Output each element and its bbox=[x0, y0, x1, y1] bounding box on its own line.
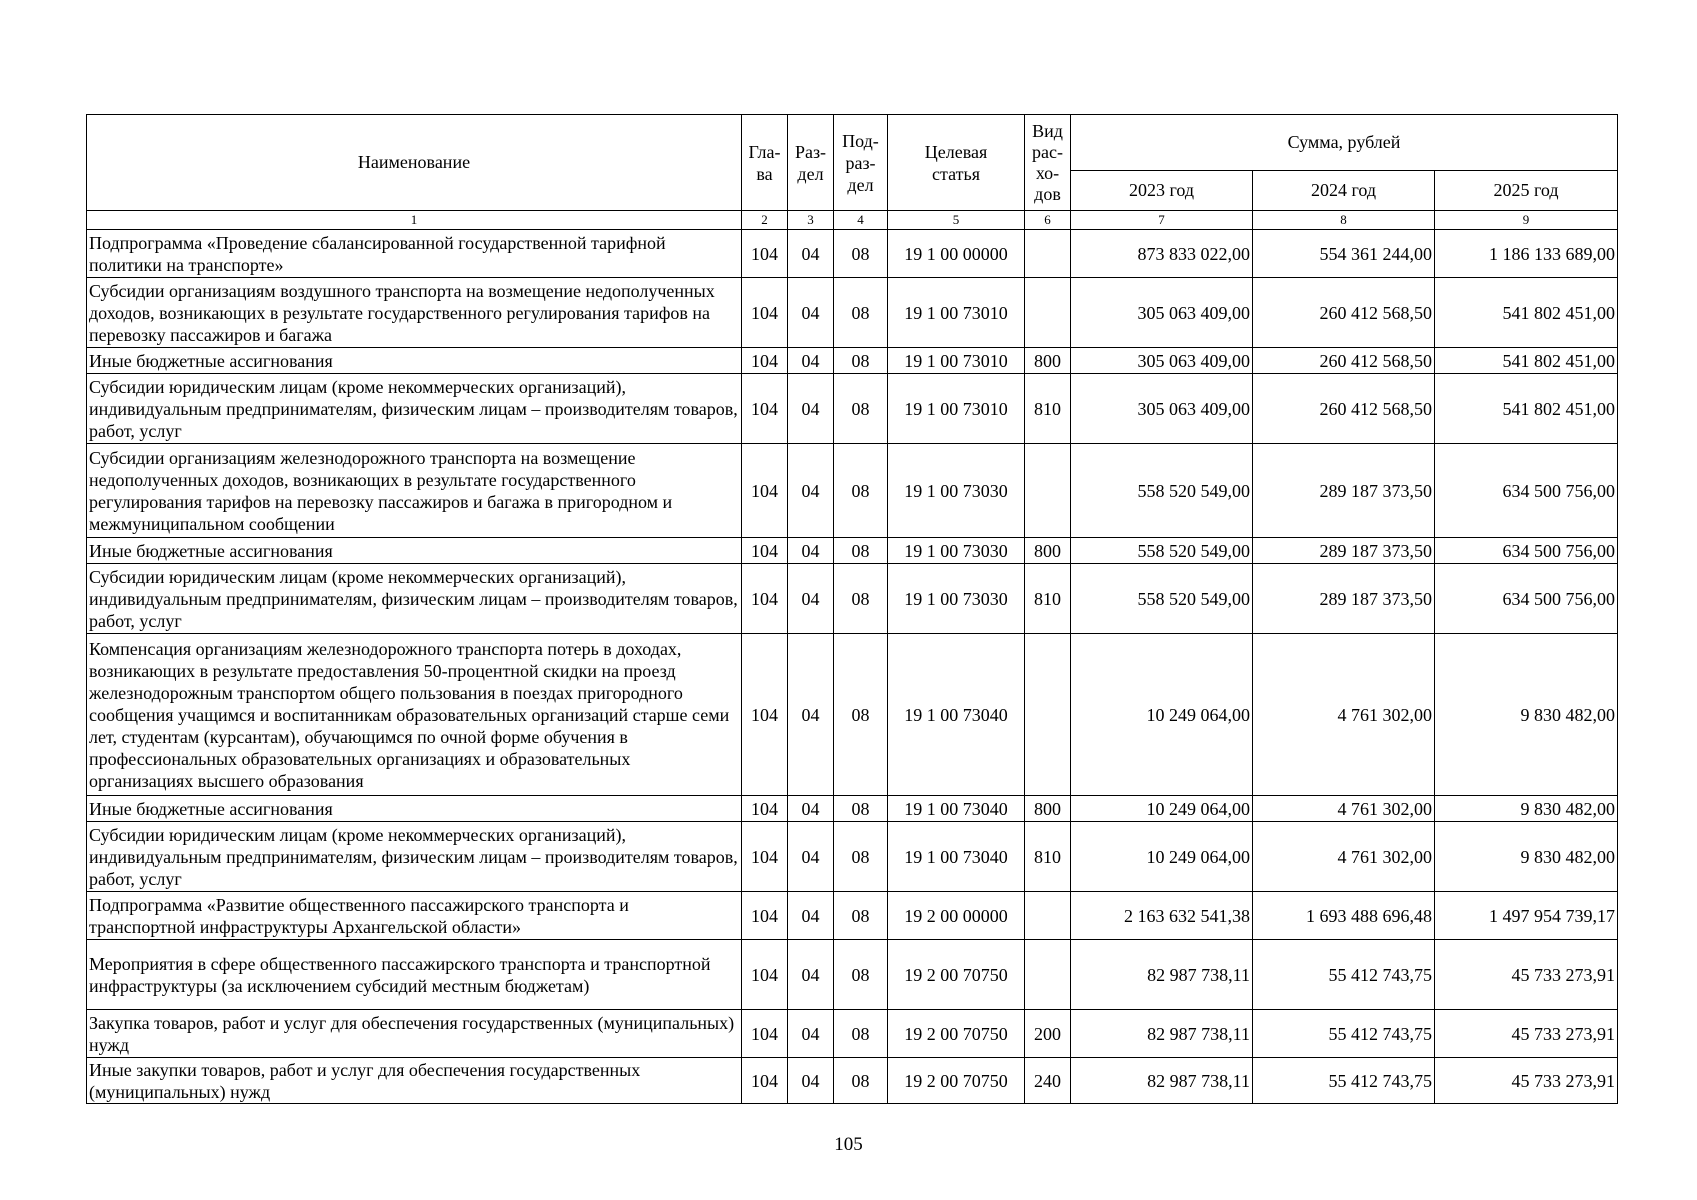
row-2024: 55 412 743,75 bbox=[1253, 1010, 1435, 1058]
row-celevaya: 19 1 00 73030 bbox=[888, 538, 1025, 564]
row-celevaya: 19 1 00 73030 bbox=[888, 444, 1025, 538]
row-razdel: 04 bbox=[788, 796, 834, 822]
row-2024: 55 412 743,75 bbox=[1253, 1058, 1435, 1104]
row-glava: 104 bbox=[742, 634, 788, 796]
row-vid: 240 bbox=[1025, 1058, 1071, 1104]
header-celevaya-statya: Целевая статья bbox=[888, 115, 1025, 211]
header-2025: 2025 год bbox=[1435, 171, 1618, 211]
table-header bbox=[87, 115, 1618, 230]
row-celevaya: 19 1 00 73040 bbox=[888, 822, 1025, 892]
row-glava: 104 bbox=[742, 940, 788, 1010]
row-2023: 2 163 632 541,38 bbox=[1071, 892, 1253, 940]
row-2025: 541 802 451,00 bbox=[1435, 374, 1618, 444]
row-celevaya: 19 1 00 73010 bbox=[888, 374, 1025, 444]
row-glava: 104 bbox=[742, 538, 788, 564]
row-2025: 45 733 273,91 bbox=[1435, 1058, 1618, 1104]
row-podrazdel: 08 bbox=[834, 892, 888, 940]
row-razdel: 04 bbox=[788, 940, 834, 1010]
row-2024: 55 412 743,75 bbox=[1253, 940, 1435, 1010]
header-podrazdel: Под- раз- дел bbox=[834, 115, 888, 211]
column-number: 3 bbox=[788, 211, 834, 230]
row-2025: 634 500 756,00 bbox=[1435, 444, 1618, 538]
row-podrazdel: 08 bbox=[834, 538, 888, 564]
table-row bbox=[87, 230, 1618, 278]
table-row bbox=[87, 444, 1618, 538]
column-number: 8 bbox=[1253, 211, 1435, 230]
row-2025: 1 186 133 689,00 bbox=[1435, 230, 1618, 278]
row-vid: 200 bbox=[1025, 1010, 1071, 1058]
row-podrazdel: 08 bbox=[834, 230, 888, 278]
row-2023: 558 520 549,00 bbox=[1071, 444, 1253, 538]
row-razdel: 04 bbox=[788, 1058, 834, 1104]
row-vid: 800 bbox=[1025, 348, 1071, 374]
row-vid bbox=[1025, 278, 1071, 348]
row-2024: 260 412 568,50 bbox=[1253, 348, 1435, 374]
row-name: Субсидии организациям железнодорожного транспорта на возмещение недополученных доходов, возникающих в результате государственного регулирования тарифов на перевозку пассажиров и багажа в пригородном и межмуниципальном сообщении bbox=[87, 444, 742, 538]
header-2023: 2023 год bbox=[1071, 171, 1253, 211]
row-podrazdel: 08 bbox=[834, 1058, 888, 1104]
row-name: Субсидии юридическим лицам (кроме некоммерческих организаций), индивидуальным предпринимателям, физическим лицам – производителям товаров, работ, услуг bbox=[87, 564, 742, 634]
row-2025: 634 500 756,00 bbox=[1435, 538, 1618, 564]
row-glava: 104 bbox=[742, 374, 788, 444]
row-2025: 45 733 273,91 bbox=[1435, 1010, 1618, 1058]
row-razdel: 04 bbox=[788, 278, 834, 348]
row-glava: 104 bbox=[742, 444, 788, 538]
row-name: Субсидии юридическим лицам (кроме некоммерческих организаций), индивидуальным предпринимателям, физическим лицам – производителям товаров, работ, услуг bbox=[87, 822, 742, 892]
table-row bbox=[87, 538, 1618, 564]
row-glava: 104 bbox=[742, 822, 788, 892]
row-name: Подпрограмма «Развитие общественного пассажирского транспорта и транспортной инфраструктуры Архангельской области» bbox=[87, 892, 742, 940]
row-2025: 45 733 273,91 bbox=[1435, 940, 1618, 1010]
column-number: 2 bbox=[742, 211, 788, 230]
row-2024: 289 187 373,50 bbox=[1253, 564, 1435, 634]
row-podrazdel: 08 bbox=[834, 444, 888, 538]
table-row bbox=[87, 564, 1618, 634]
column-number: 6 bbox=[1025, 211, 1071, 230]
row-vid bbox=[1025, 634, 1071, 796]
row-celevaya: 19 1 00 73040 bbox=[888, 796, 1025, 822]
row-name: Иные бюджетные ассигнования bbox=[87, 348, 742, 374]
row-razdel: 04 bbox=[788, 822, 834, 892]
row-celevaya: 19 2 00 00000 bbox=[888, 892, 1025, 940]
row-2024: 4 761 302,00 bbox=[1253, 796, 1435, 822]
page-number: 105 bbox=[834, 1134, 863, 1155]
row-name: Субсидии юридическим лицам (кроме некоммерческих организаций), индивидуальным предпринимателям, физическим лицам – производителям товаров, работ, услуг bbox=[87, 374, 742, 444]
row-razdel: 04 bbox=[788, 348, 834, 374]
row-name: Иные бюджетные ассигнования bbox=[87, 796, 742, 822]
row-celevaya: 19 2 00 70750 bbox=[888, 1058, 1025, 1104]
row-glava: 104 bbox=[742, 564, 788, 634]
row-podrazdel: 08 bbox=[834, 348, 888, 374]
row-podrazdel: 08 bbox=[834, 796, 888, 822]
row-name: Иные бюджетные ассигнования bbox=[87, 538, 742, 564]
row-2025: 541 802 451,00 bbox=[1435, 348, 1618, 374]
row-2025: 9 830 482,00 bbox=[1435, 796, 1618, 822]
row-2025: 634 500 756,00 bbox=[1435, 564, 1618, 634]
row-2024: 554 361 244,00 bbox=[1253, 230, 1435, 278]
row-celevaya: 19 1 00 73010 bbox=[888, 278, 1025, 348]
row-glava: 104 bbox=[742, 348, 788, 374]
column-number: 7 bbox=[1071, 211, 1253, 230]
row-name: Компенсация организациям железнодорожного транспорта потерь в доходах, возникающих в результате предоставления 50-процентной скидки на проезд железнодорожным транспортом общего пользования в поездах пригородного сообщения учащимся и воспитанникам образовательных организаций старше семи лет, студентам (курсантам), обучающимся по очной форме обучения в профессиональных образовательных организациях и образовательных организациях высшего образования bbox=[87, 634, 742, 796]
row-vid bbox=[1025, 892, 1071, 940]
row-razdel: 04 bbox=[788, 634, 834, 796]
row-2023: 10 249 064,00 bbox=[1071, 796, 1253, 822]
row-2024: 1 693 488 696,48 bbox=[1253, 892, 1435, 940]
row-2023: 82 987 738,11 bbox=[1071, 1010, 1253, 1058]
row-name: Иные закупки товаров, работ и услуг для обеспечения государственных (муниципальных) нужд bbox=[87, 1058, 742, 1104]
table-row bbox=[87, 1010, 1618, 1058]
table-row bbox=[87, 278, 1618, 348]
row-podrazdel: 08 bbox=[834, 564, 888, 634]
column-number: 9 bbox=[1435, 211, 1618, 230]
row-2023: 10 249 064,00 bbox=[1071, 634, 1253, 796]
row-2023: 305 063 409,00 bbox=[1071, 374, 1253, 444]
row-2023: 82 987 738,11 bbox=[1071, 940, 1253, 1010]
column-number: 5 bbox=[888, 211, 1025, 230]
header-2024: 2024 год bbox=[1253, 171, 1435, 211]
header-summa: Сумма, рублей bbox=[1071, 115, 1618, 171]
table-row bbox=[87, 348, 1618, 374]
row-glava: 104 bbox=[742, 1058, 788, 1104]
row-2024: 4 761 302,00 bbox=[1253, 822, 1435, 892]
table-row bbox=[87, 634, 1618, 796]
row-razdel: 04 bbox=[788, 538, 834, 564]
row-glava: 104 bbox=[742, 230, 788, 278]
row-vid bbox=[1025, 444, 1071, 538]
row-glava: 104 bbox=[742, 796, 788, 822]
budget-table bbox=[86, 114, 1618, 1104]
row-2023: 558 520 549,00 bbox=[1071, 538, 1253, 564]
row-razdel: 04 bbox=[788, 1010, 834, 1058]
row-name: Субсидии организациям воздушного транспорта на возмещение недополученных доходов, возникающих в результате государственного регулирования тарифов на перевозку пассажиров и багажа bbox=[87, 278, 742, 348]
row-vid: 800 bbox=[1025, 538, 1071, 564]
table-body bbox=[87, 230, 1618, 1104]
row-vid: 800 bbox=[1025, 796, 1071, 822]
row-celevaya: 19 1 00 73030 bbox=[888, 564, 1025, 634]
row-2024: 260 412 568,50 bbox=[1253, 278, 1435, 348]
row-2023: 873 833 022,00 bbox=[1071, 230, 1253, 278]
column-number-row bbox=[87, 211, 1618, 230]
row-2024: 260 412 568,50 bbox=[1253, 374, 1435, 444]
row-2023: 10 249 064,00 bbox=[1071, 822, 1253, 892]
row-2023: 305 063 409,00 bbox=[1071, 278, 1253, 348]
row-celevaya: 19 2 00 70750 bbox=[888, 1010, 1025, 1058]
row-podrazdel: 08 bbox=[834, 940, 888, 1010]
row-vid bbox=[1025, 940, 1071, 1010]
table-row bbox=[87, 940, 1618, 1010]
table-row bbox=[87, 796, 1618, 822]
row-name: Мероприятия в сфере общественного пассажирского транспорта и транспортной инфраструктуры (за исключением субсидий местным бюджетам) bbox=[87, 940, 742, 1010]
row-podrazdel: 08 bbox=[834, 822, 888, 892]
row-2024: 289 187 373,50 bbox=[1253, 444, 1435, 538]
row-2023: 82 987 738,11 bbox=[1071, 1058, 1253, 1104]
row-2025: 9 830 482,00 bbox=[1435, 634, 1618, 796]
table-row bbox=[87, 374, 1618, 444]
row-vid bbox=[1025, 230, 1071, 278]
row-name: Подпрограмма «Проведение сбалансированной государственной тарифной политики на транспорте» bbox=[87, 230, 742, 278]
row-2024: 4 761 302,00 bbox=[1253, 634, 1435, 796]
row-vid: 810 bbox=[1025, 564, 1071, 634]
row-2023: 558 520 549,00 bbox=[1071, 564, 1253, 634]
row-name: Закупка товаров, работ и услуг для обеспечения государственных (муниципальных) нужд bbox=[87, 1010, 742, 1058]
header-name: Наименование bbox=[87, 115, 742, 211]
row-razdel: 04 bbox=[788, 230, 834, 278]
row-glava: 104 bbox=[742, 1010, 788, 1058]
row-podrazdel: 08 bbox=[834, 634, 888, 796]
row-2023: 305 063 409,00 bbox=[1071, 348, 1253, 374]
row-podrazdel: 08 bbox=[834, 1010, 888, 1058]
row-celevaya: 19 1 00 00000 bbox=[888, 230, 1025, 278]
row-celevaya: 19 2 00 70750 bbox=[888, 940, 1025, 1010]
row-vid: 810 bbox=[1025, 822, 1071, 892]
table-row bbox=[87, 892, 1618, 940]
row-2025: 9 830 482,00 bbox=[1435, 822, 1618, 892]
table-row bbox=[87, 822, 1618, 892]
row-glava: 104 bbox=[742, 278, 788, 348]
header-glava: Гла- ва bbox=[742, 115, 788, 211]
column-number: 1 bbox=[87, 211, 742, 230]
row-2024: 289 187 373,50 bbox=[1253, 538, 1435, 564]
row-podrazdel: 08 bbox=[834, 374, 888, 444]
row-2025: 1 497 954 739,17 bbox=[1435, 892, 1618, 940]
row-2025: 541 802 451,00 bbox=[1435, 278, 1618, 348]
row-glava: 104 bbox=[742, 892, 788, 940]
row-vid: 810 bbox=[1025, 374, 1071, 444]
row-podrazdel: 08 bbox=[834, 278, 888, 348]
column-number: 4 bbox=[834, 211, 888, 230]
row-razdel: 04 bbox=[788, 892, 834, 940]
row-razdel: 04 bbox=[788, 444, 834, 538]
header-vid-rashodov: Вид рас- хо- дов bbox=[1025, 115, 1071, 211]
row-celevaya: 19 1 00 73040 bbox=[888, 634, 1025, 796]
row-razdel: 04 bbox=[788, 564, 834, 634]
row-razdel: 04 bbox=[788, 374, 834, 444]
row-celevaya: 19 1 00 73010 bbox=[888, 348, 1025, 374]
table-row bbox=[87, 1058, 1618, 1104]
header-razdel: Раз- дел bbox=[788, 115, 834, 211]
